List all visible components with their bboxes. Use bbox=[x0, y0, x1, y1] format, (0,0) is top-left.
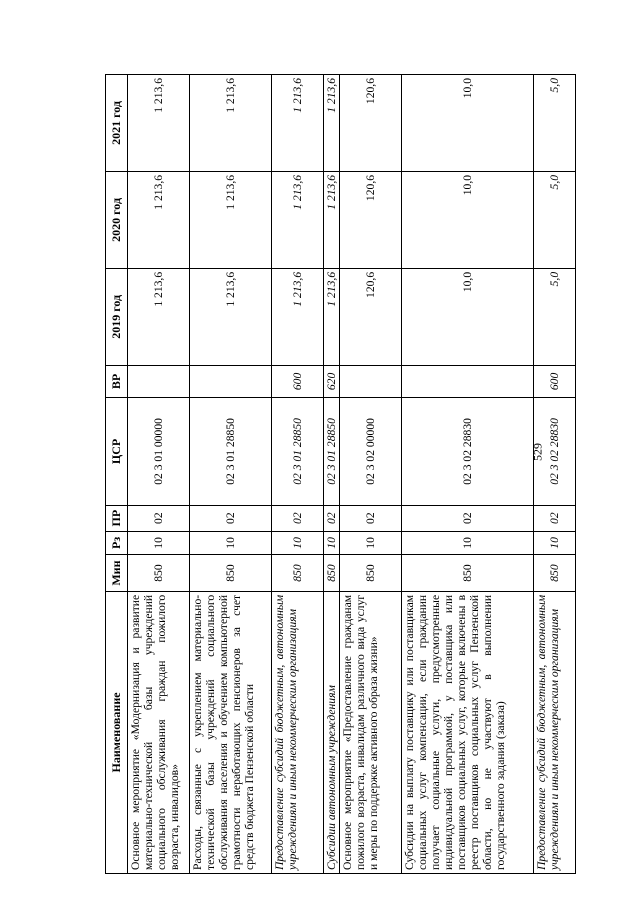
cell-vr: 600 bbox=[534, 365, 576, 397]
cell-min: 850 bbox=[340, 555, 402, 592]
cell-csr: 02 3 01 28850 bbox=[190, 398, 272, 506]
cell-2021: 1 213,6 bbox=[272, 75, 324, 172]
cell-2021: 10,0 bbox=[402, 75, 534, 172]
table-row bbox=[340, 75, 402, 874]
cell-rz: 10 bbox=[402, 531, 534, 555]
cell-rz: 10 bbox=[324, 531, 340, 555]
budget-table bbox=[105, 74, 576, 874]
cell-2020: 120,6 bbox=[340, 171, 402, 268]
cell-vr: 600 bbox=[272, 365, 324, 397]
cell-rz: 10 bbox=[534, 531, 576, 555]
cell-2019: 5,0 bbox=[534, 268, 576, 365]
cell-min: 850 bbox=[324, 555, 340, 592]
cell-pr: 02 bbox=[402, 505, 534, 531]
cell-csr: 02 3 02 00000 bbox=[340, 398, 402, 506]
cell-min: 850 bbox=[128, 555, 190, 592]
cell-2021: 5,0 bbox=[534, 75, 576, 172]
table-header-row bbox=[106, 75, 128, 874]
header-csr: ЦСР bbox=[106, 398, 128, 506]
header-name: Наименование bbox=[106, 591, 128, 873]
cell-rz: 10 bbox=[190, 531, 272, 555]
cell-rz: 10 bbox=[340, 531, 402, 555]
cell-csr: 02 3 02 28830 bbox=[402, 398, 534, 506]
cell-2019: 120,6 bbox=[340, 268, 402, 365]
header-2020: 2020 год bbox=[106, 171, 128, 268]
cell-name: Основное мероприятие «Предоставление гражданам пожилого возраста, инвалидам различного вида услуг и меры по поддержке активного образа жизни» bbox=[340, 591, 402, 873]
header-pr: ПР bbox=[106, 505, 128, 531]
cell-min: 850 bbox=[402, 555, 534, 592]
cell-name: Расходы, связанные с укреплением материально-технической базы учреждений социального обслуживания населения и обучением компьютерной грамотности неработающих пенсионеров за счет средств бюджета Пензенской области bbox=[190, 591, 272, 873]
page-number: 529 bbox=[530, 443, 545, 461]
cell-vr bbox=[128, 365, 190, 397]
cell-csr: 02 3 02 28830 bbox=[534, 398, 576, 506]
cell-min: 850 bbox=[534, 555, 576, 592]
cell-pr: 02 bbox=[324, 505, 340, 531]
cell-2021: 1 213,6 bbox=[190, 75, 272, 172]
header-min: Мин bbox=[106, 555, 128, 592]
cell-2021: 1 213,6 bbox=[128, 75, 190, 172]
header-vr: ВР bbox=[106, 365, 128, 397]
cell-2019: 1 213,6 bbox=[190, 268, 272, 365]
cell-name: Предоставление субсидий бюджетным, автономным учреждениям и иным некоммерческим организациям bbox=[534, 591, 576, 873]
cell-pr: 02 bbox=[340, 505, 402, 531]
cell-2020: 10,0 bbox=[402, 171, 534, 268]
cell-name: Субсидии на выплату поставщику или поставщикам социальных услуг компенсации, если гражданин получает социальные услуги, предусмотренные индивидуальной программой, у поставщика или поставщиков социальных услуг, которые включены в реестр поставщиков социальных услуг Пензенской области, но не участвуют в выполнении государственного задания (заказа) bbox=[402, 591, 534, 873]
cell-vr bbox=[190, 365, 272, 397]
cell-min: 850 bbox=[190, 555, 272, 592]
header-2021: 2021 год bbox=[106, 75, 128, 172]
cell-csr: 02 3 01 00000 bbox=[128, 398, 190, 506]
cell-pr: 02 bbox=[272, 505, 324, 531]
cell-2020: 1 213,6 bbox=[190, 171, 272, 268]
header-2019: 2019 год bbox=[106, 268, 128, 365]
table-row bbox=[128, 75, 190, 874]
budget-table-container bbox=[105, 74, 561, 874]
cell-vr bbox=[402, 365, 534, 397]
table-row bbox=[272, 75, 324, 874]
cell-2020: 1 213,6 bbox=[324, 171, 340, 268]
cell-csr: 02 3 01 28850 bbox=[324, 398, 340, 506]
cell-2020: 1 213,6 bbox=[272, 171, 324, 268]
cell-min: 850 bbox=[272, 555, 324, 592]
cell-rz: 10 bbox=[128, 531, 190, 555]
cell-name: Основное мероприятие «Модернизация и развитие материально-технической базы учреждений социального обслуживания граждан пожилого возраста, инвалидов» bbox=[128, 591, 190, 873]
table-row bbox=[402, 75, 534, 874]
cell-name: Субсидии автономным учреждениям bbox=[324, 591, 340, 873]
cell-pr: 02 bbox=[128, 505, 190, 531]
cell-vr: 620 bbox=[324, 365, 340, 397]
table-row bbox=[534, 75, 576, 874]
cell-pr: 02 bbox=[534, 505, 576, 531]
table-row bbox=[324, 75, 340, 874]
table-row bbox=[190, 75, 272, 874]
cell-2020: 5,0 bbox=[534, 171, 576, 268]
header-rz: Рз bbox=[106, 531, 128, 555]
cell-2019: 1 213,6 bbox=[272, 268, 324, 365]
cell-2019: 1 213,6 bbox=[128, 268, 190, 365]
cell-name: Предоставление субсидий бюджетным, автономным учреждениям и иным некоммерческим организациям bbox=[272, 591, 324, 873]
cell-csr: 02 3 01 28850 bbox=[272, 398, 324, 506]
cell-2021: 120,6 bbox=[340, 75, 402, 172]
cell-rz: 10 bbox=[272, 531, 324, 555]
cell-vr bbox=[340, 365, 402, 397]
cell-2019: 10,0 bbox=[402, 268, 534, 365]
cell-2019: 1 213,6 bbox=[324, 268, 340, 365]
cell-2021: 1 213,6 bbox=[324, 75, 340, 172]
cell-2020: 1 213,6 bbox=[128, 171, 190, 268]
cell-pr: 02 bbox=[190, 505, 272, 531]
